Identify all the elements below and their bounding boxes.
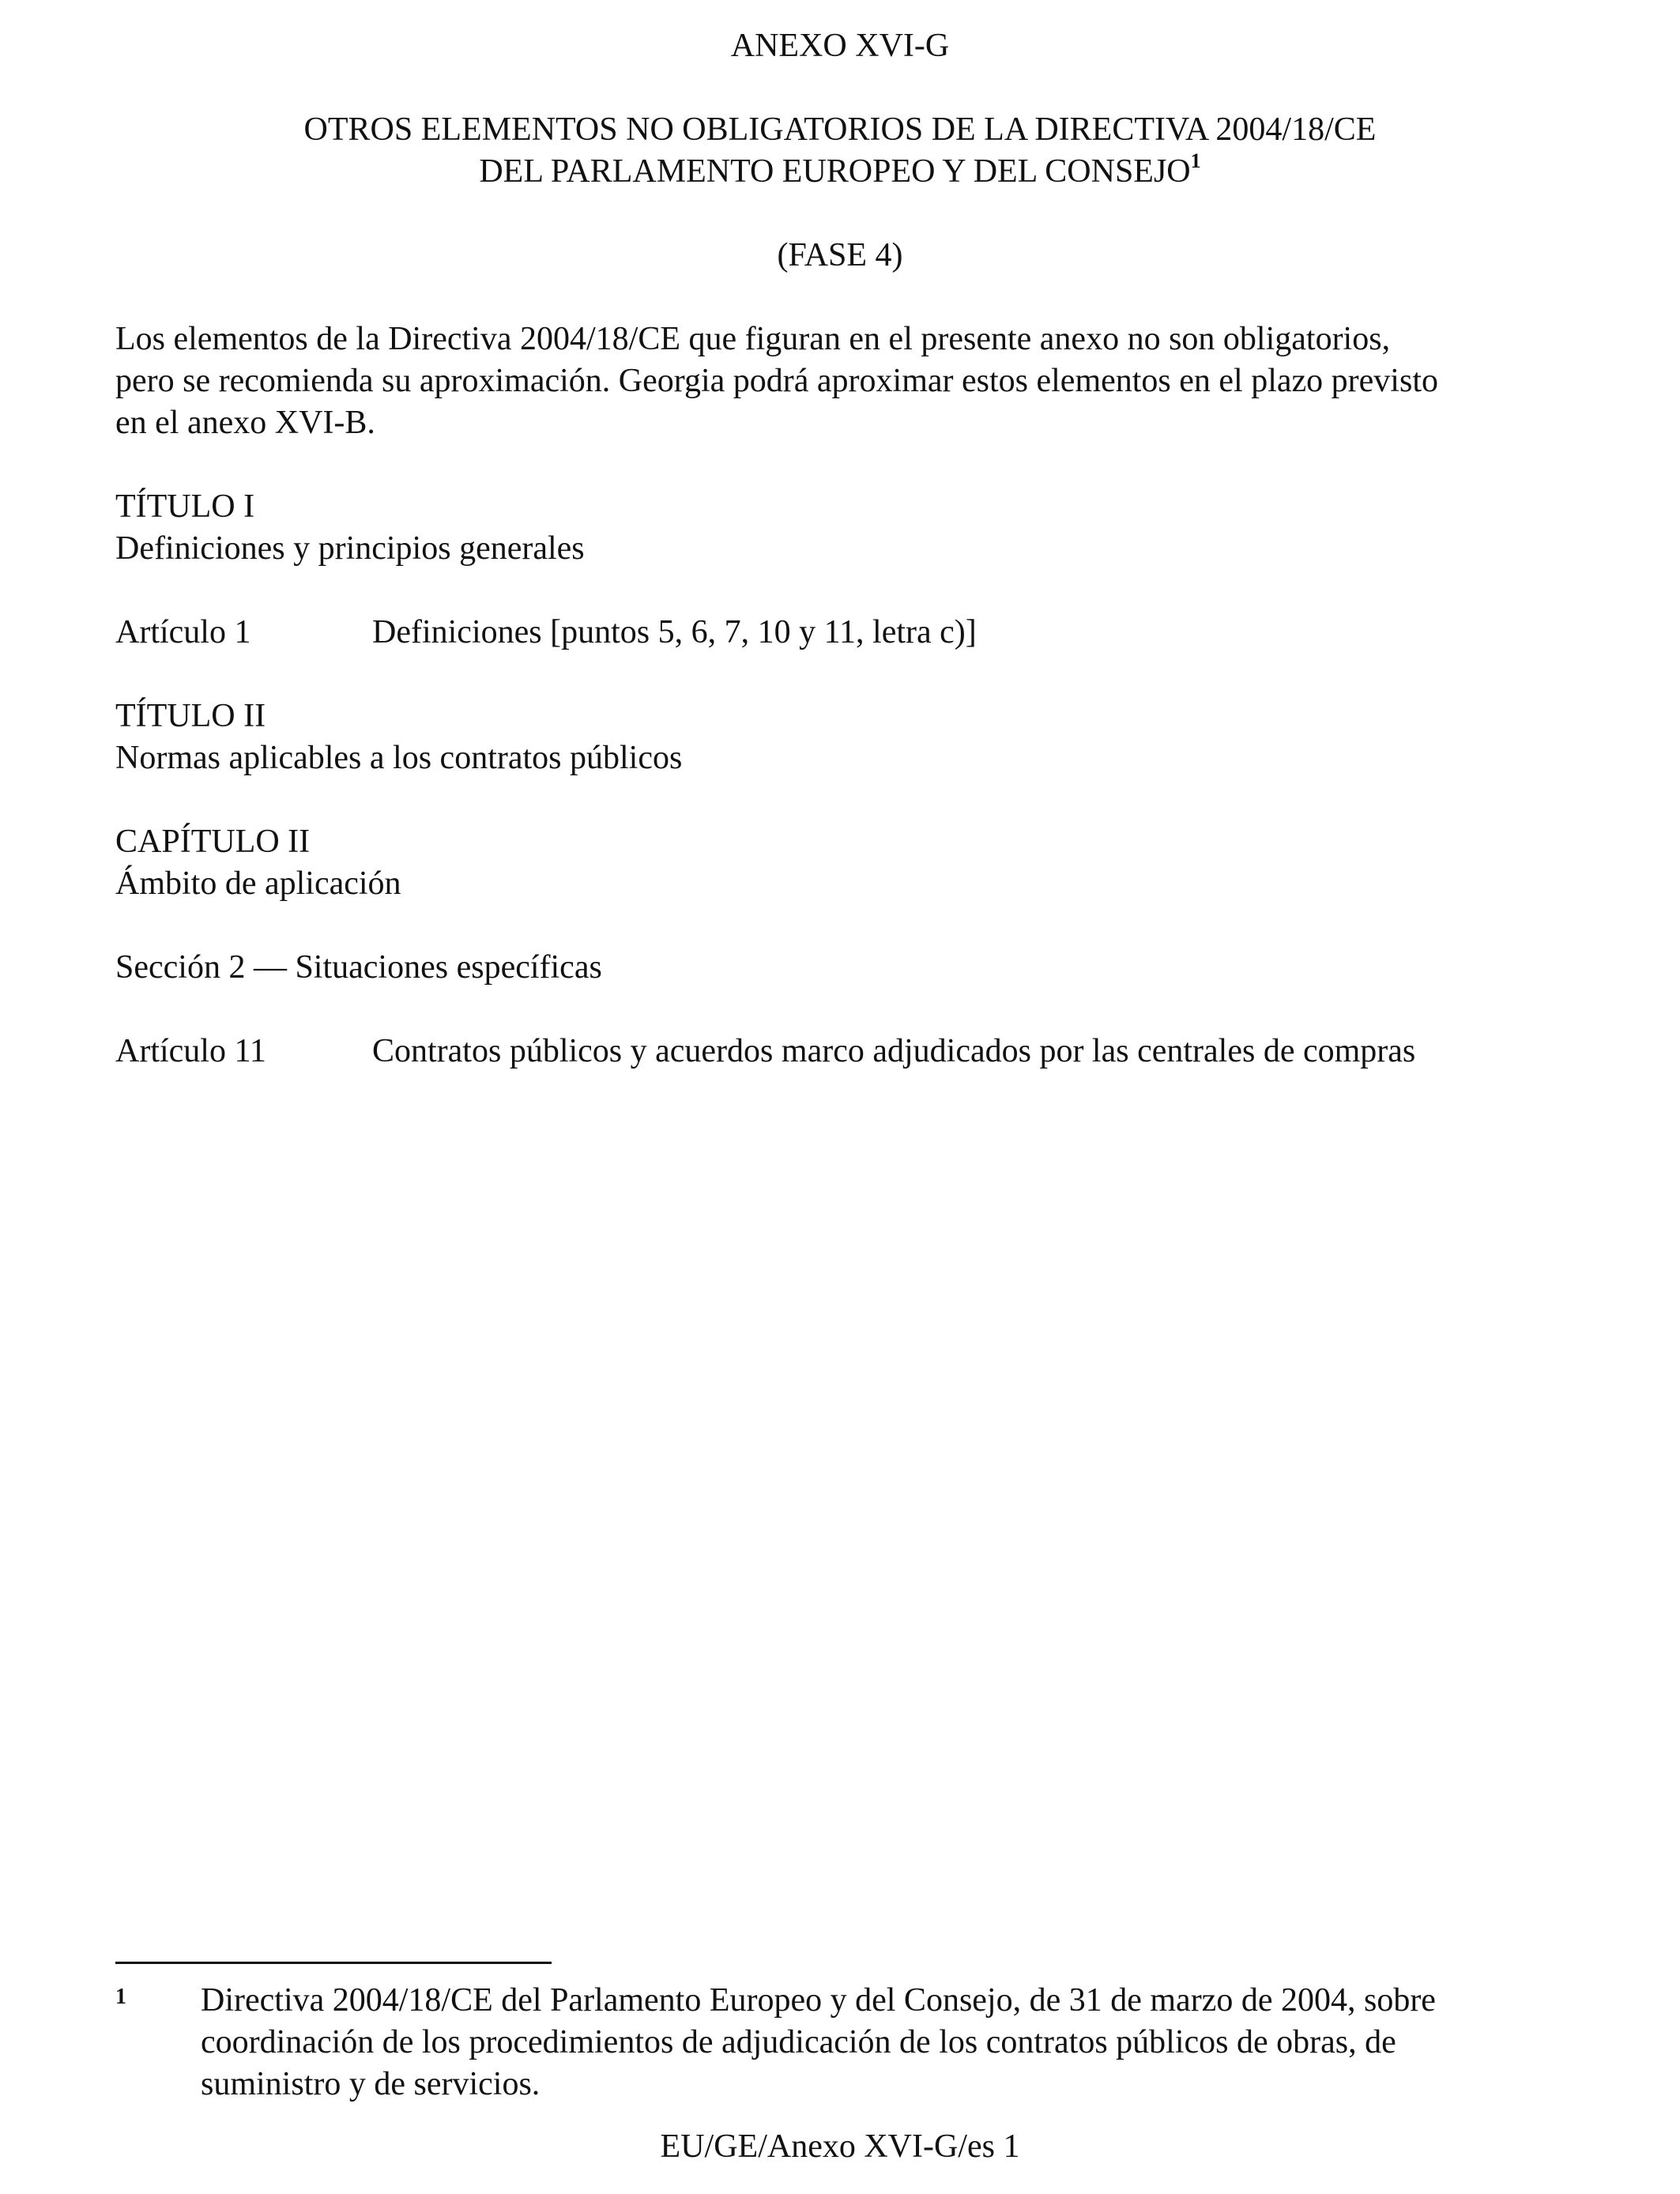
footnote-line2: coordinación de los procedimientos de adjudicación de los contratos públicos de obras, de bbox=[201, 2024, 1396, 2060]
article-1-row bbox=[115, 612, 1585, 654]
page-footer-reference: EU/GE/Anexo XVI-G/es 1 bbox=[660, 2128, 1020, 2165]
intro-line1: Los elementos de la Directiva 2004/18/CE que figuran en el presente anexo no son obligatorios, bbox=[115, 321, 1391, 357]
article-1-number: Artículo 1 bbox=[115, 614, 251, 650]
article-11-row bbox=[115, 1031, 1585, 1072]
annex-subtitle-line1: OTROS ELEMENTOS NO OBLIGATORIOS DE LA DIRECTIVA 2004/18/CE bbox=[303, 111, 1377, 148]
intro-line2: pero se recomienda su aproximación. Georgia podrá aproximar estos elementos en el plazo previsto bbox=[115, 363, 1438, 399]
intro-paragraph bbox=[115, 319, 1585, 444]
section-2-heading: Sección 2 — Situaciones específicas bbox=[115, 949, 602, 986]
intro-line3: en el anexo XVI-B. bbox=[115, 405, 375, 441]
article-11-text: Contratos públicos y acuerdos marco adjudicados por las centrales de compras bbox=[372, 1033, 1416, 1069]
footnote-line3: suministro y de servicios. bbox=[201, 2066, 541, 2102]
phase-label: (FASE 4) bbox=[777, 237, 903, 273]
footnote-reference[interactable]: 1 bbox=[1190, 149, 1201, 172]
footnote-line1: Directiva 2004/18/CE del Parlamento Europeo y del Consejo, de 31 de marzo de 2004, sobre bbox=[201, 1982, 1436, 2019]
title-1-block bbox=[115, 486, 1585, 570]
chapter-2-heading: CAPÍTULO II bbox=[115, 824, 311, 860]
chapter-2-block bbox=[115, 821, 1585, 905]
footnote-mark: 1 bbox=[115, 1985, 126, 2009]
annex-subtitle-line2 bbox=[0, 151, 1680, 193]
title-2-block bbox=[115, 696, 1585, 779]
annex-title: ANEXO XVI-G bbox=[730, 28, 950, 64]
article-1-text: Definiciones [puntos 5, 6, 7, 10 y 11, letra c)] bbox=[372, 614, 977, 650]
annex-subtitle-line2-text: DEL PARLAMENTO EUROPEO Y DEL CONSEJO bbox=[479, 153, 1191, 190]
article-11-number: Artículo 11 bbox=[115, 1033, 266, 1069]
title-2-description: Normas aplicables a los contratos públicos bbox=[115, 740, 683, 776]
chapter-2-description: Ámbito de aplicación bbox=[115, 865, 401, 902]
title-1-heading: TÍTULO I bbox=[115, 488, 255, 525]
title-2-heading: TÍTULO II bbox=[115, 698, 266, 734]
footnote-separator bbox=[115, 1962, 552, 1964]
footnote-text bbox=[201, 1980, 1585, 2105]
title-1-description: Definiciones y principios generales bbox=[115, 530, 585, 567]
